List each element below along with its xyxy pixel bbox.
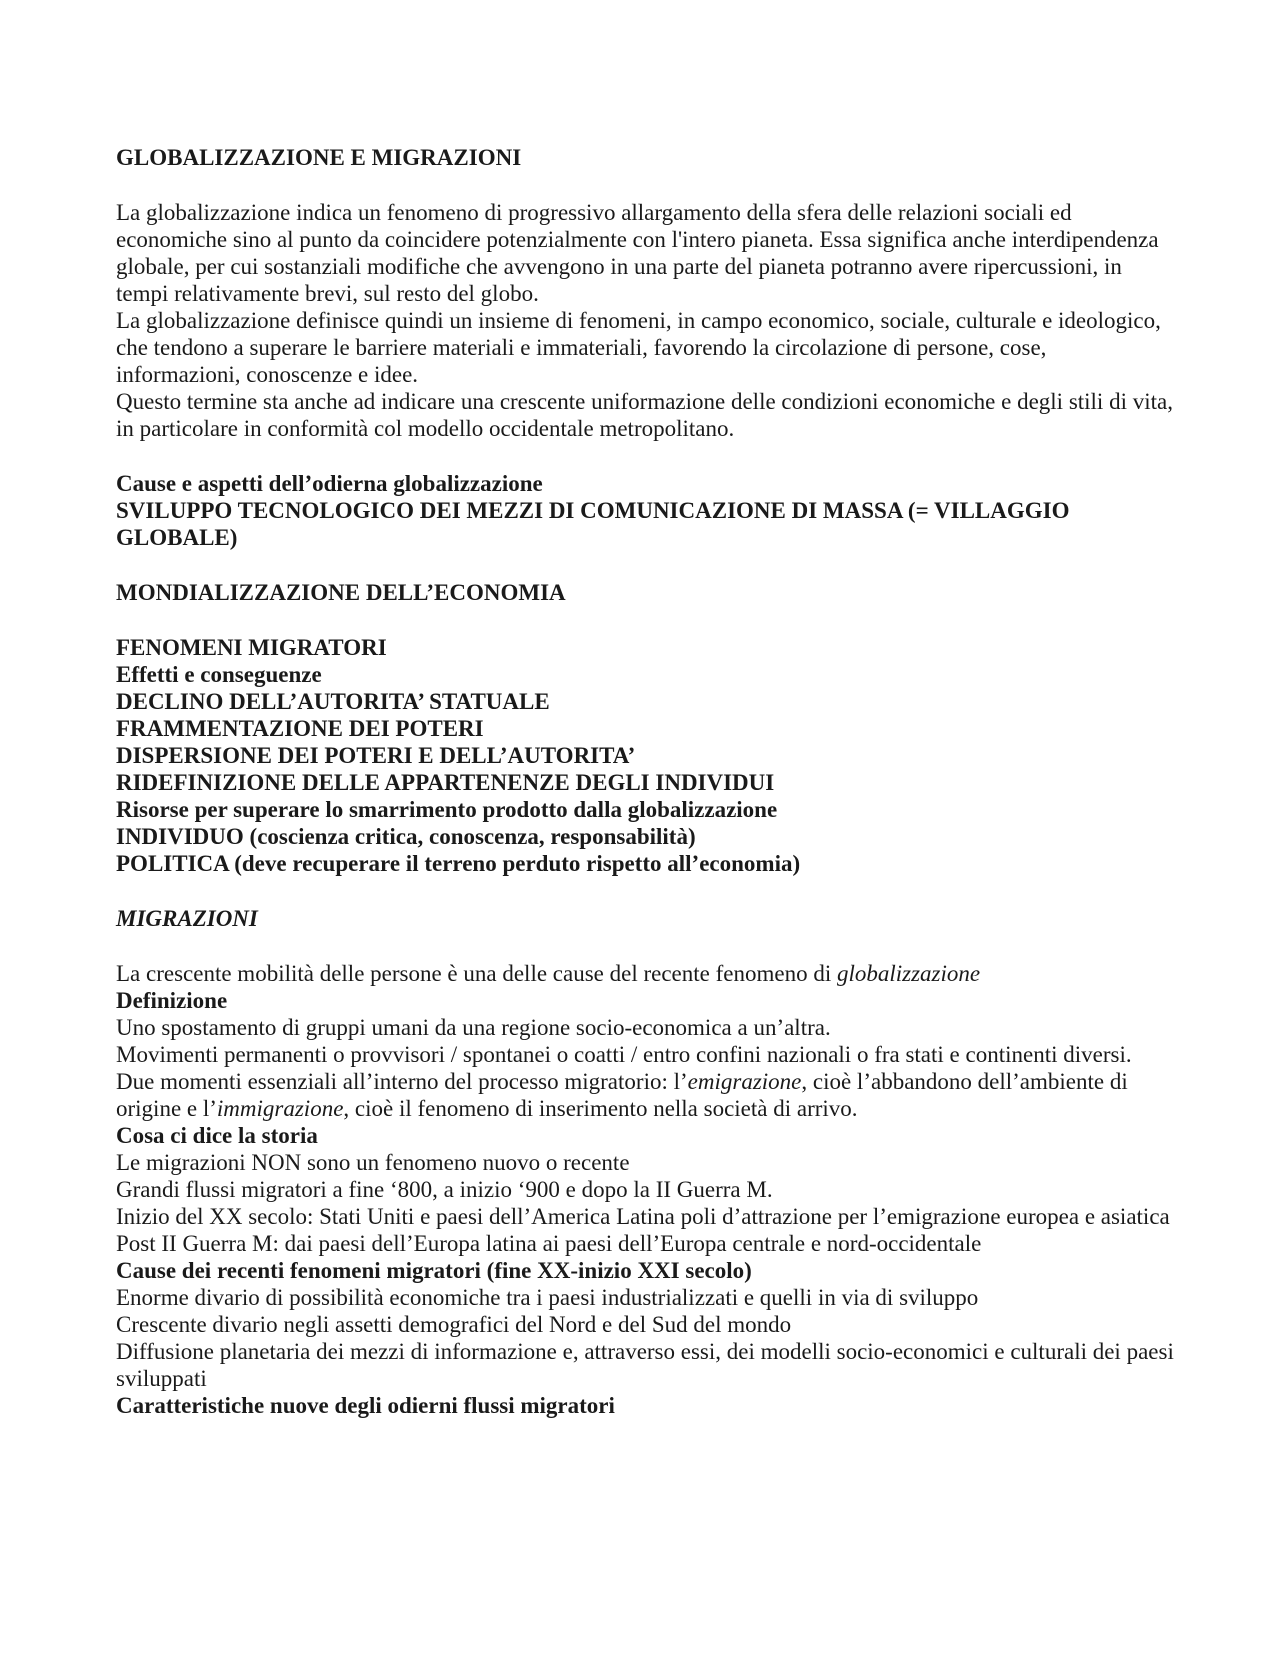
definition-heading: Definizione bbox=[116, 988, 228, 1013]
document-title: GLOBALIZZAZIONE E MIGRAZIONI bbox=[116, 145, 522, 170]
history-line: Le migrazioni NON sono un fenomeno nuovo o recente bbox=[116, 1150, 630, 1175]
definition-line: Uno spostamento di gruppi umani da una regione socio-economica a un’altra. bbox=[116, 1015, 831, 1040]
new-features-heading: Caratteristiche nuove degli odierni flussi migratori bbox=[116, 1393, 615, 1418]
resource-item: POLITICA (deve recuperare il terreno perduto rispetto all’economia) bbox=[116, 851, 801, 876]
definition-line: Movimenti permanenti o provvisori / spontanei o coatti / entro confini nazionali o fra stati e continenti diversi. bbox=[116, 1042, 1132, 1067]
effects-heading: Effetti e conseguenze bbox=[116, 662, 322, 687]
recent-cause-line: Diffusione planetaria dei mezzi di informazione e, attraverso essi, dei modelli socio-economici e culturali dei paesi sviluppati bbox=[116, 1339, 1174, 1391]
spacer bbox=[116, 932, 1176, 960]
effect-item: RIDEFINIZIONE DELLE APPARTENENZE DEGLI INDIVIDUI bbox=[116, 770, 775, 795]
causes-heading: Cause e aspetti dell’odierna globalizzazione bbox=[116, 471, 543, 496]
recent-cause-line: Crescente divario negli assetti demografici del Nord e del Sud del mondo bbox=[116, 1312, 792, 1337]
moments-italic-immigration: immigrazione bbox=[216, 1096, 344, 1121]
migrations-intro-text: La crescente mobilità delle persone è una delle cause del recente fenomeno di bbox=[116, 961, 837, 986]
cause-item-mass-media: SVILUPPO TECNOLOGICO DEI MEZZI DI COMUNICAZIONE DI MASSA (= VILLAGGIO GLOBALE) bbox=[116, 498, 1070, 550]
resource-item: INDIVIDUO (coscienza critica, conoscenza, responsabilità) bbox=[116, 824, 696, 849]
migrations-intro-italic: globalizzazione bbox=[836, 961, 981, 986]
moments-text-1: Due momenti essenziali all’interno del processo migratorio: l’ bbox=[116, 1069, 688, 1094]
effect-item: DISPERSIONE DEI POTERI E DELL’AUTORITA’ bbox=[116, 743, 636, 768]
spacer bbox=[116, 442, 1176, 470]
recent-causes-heading: Cause dei recenti fenomeni migratori (fine XX-inizio XXI secolo) bbox=[116, 1258, 752, 1283]
effect-item: FRAMMENTAZIONE DEI POTERI bbox=[116, 716, 484, 741]
moments-italic-emigration: emigrazione bbox=[687, 1069, 802, 1094]
recent-cause-line: Enorme divario di possibilità economiche tra i paesi industrializzati e quelli in via di sviluppo bbox=[116, 1285, 979, 1310]
cause-item-migrations: FENOMENI MIGRATORI bbox=[116, 635, 387, 660]
document-page bbox=[116, 144, 1176, 1419]
intro-paragraph-2: La globalizzazione definisce quindi un insieme di fenomeni, in campo economico, sociale, culturale e ideologico, che tendono a superare le barriere materiali e immateriali, favorendo la circolazione di persone, cose, informazioni, conoscenze e idee. bbox=[116, 308, 1161, 387]
migrations-intro bbox=[116, 960, 1176, 987]
moments-text-2: , cioè l’abbandono dell’ambiente di origine e l’ bbox=[116, 1069, 1128, 1121]
moments-text-3: , cioè il fenomeno di inserimento nella società di arrivo. bbox=[343, 1096, 858, 1121]
spacer bbox=[116, 606, 1176, 634]
cause-item-economy: MONDIALIZZAZIONE DELL’ECONOMIA bbox=[116, 580, 566, 605]
history-line: Grandi flussi migratori a fine ‘800, a inizio ‘900 e dopo la II Guerra M. bbox=[116, 1177, 773, 1202]
spacer bbox=[116, 877, 1176, 905]
history-line: Inizio del XX secolo: Stati Uniti e paesi dell’America Latina poli d’attrazione per l’emigrazione europea e asiatica bbox=[116, 1204, 1170, 1229]
intro-paragraph-1: La globalizzazione indica un fenomeno di progressivo allargamento della sfera delle relazioni sociali ed economiche sino al punto da coincidere potenzialmente con l'intero pianeta. Essa significa anche interdipendenza globale, per cui sostanziali modifiche che avvengono in una parte del pianeta potranno avere ripercussioni, in tempi relativamente brevi, sul resto del globo. bbox=[116, 200, 1159, 306]
migrations-heading: MIGRAZIONI bbox=[116, 906, 258, 931]
resources-heading: Risorse per superare lo smarrimento prodotto dalla globalizzazione bbox=[116, 797, 778, 822]
effect-item: DECLINO DELL’AUTORITA’ STATUALE bbox=[116, 689, 550, 714]
history-line: Post II Guerra M: dai paesi dell’Europa latina ai paesi dell’Europa centrale e nord-occidentale bbox=[116, 1231, 982, 1256]
intro-paragraph-3: Questo termine sta anche ad indicare una crescente uniformazione delle condizioni economiche e degli stili di vita, in particolare in conformità col modello occidentale metropolitano. bbox=[116, 389, 1173, 441]
spacer bbox=[116, 551, 1176, 579]
moments-paragraph bbox=[116, 1068, 1176, 1122]
history-heading: Cosa ci dice la storia bbox=[116, 1123, 318, 1148]
